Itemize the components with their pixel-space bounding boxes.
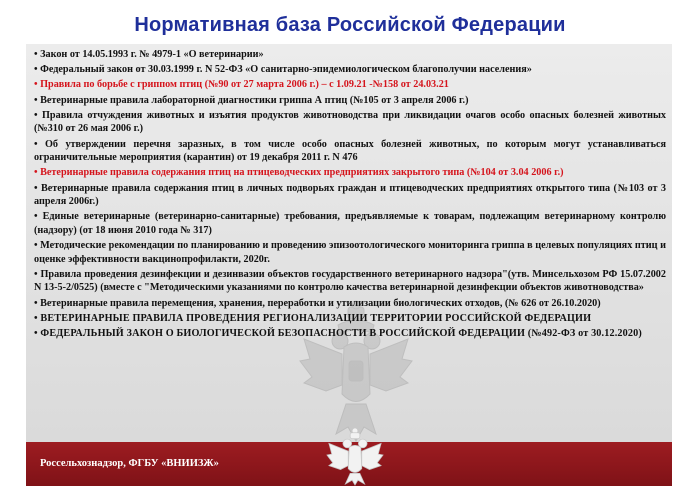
list-item: • Правила отчуждения животных и изъятия продуктов животноводства при ликвидации очагов особо опасных болезней животных (№310 от 26 мая 2006 г.): [34, 109, 666, 135]
footer-bar: [26, 442, 672, 486]
list-item-highlighted: • Правила по борьбе с гриппом птиц (№90 от 27 марта 2006 г.) – с 1.09.21 -№158 от 24.03.21: [34, 79, 449, 91]
footer-organization: Россельхознадзор, ФГБУ «ВНИИЗЖ»: [40, 458, 219, 469]
list-item: • Правила проведения дезинфекции и дезинвазии объектов государственного ветеринарного надзора"(утв. Минсельхозом РФ 15.07.2002 N 13-5-2/0525) (вместе с "Методическими указаниями по контролю качества ветеринарной дезинфекции объектов животноводства»: [34, 268, 666, 294]
list-item: • Ветеринарные правила перемещения, хранения, переработки и утилизации биологических отходов, (№ 626 от 26.10.2020): [34, 297, 601, 309]
eagle-emblem-icon: [326, 426, 384, 486]
page-title: Нормативная база Российской Федерации: [134, 14, 566, 36]
list-item: • ФЕДЕРАЛЬНЫЙ ЗАКОН О БИОЛОГИЧЕСКОЙ БЕЗОПАСНОСТИ В РОССИЙСКОЙ ФЕДЕРАЦИИ (№492-ФЗ от 30.12.2020): [34, 328, 642, 339]
list-item: • Об утверждении перечня заразных, в том числе особо опасных болезней животных, по которым могут устанавливаться ограничительные мероприятия (карантин) от 19 декабря 2011 г. N 476: [34, 138, 666, 164]
list-item: • Методические рекомендации по планированию и проведению эпизоотологического мониторинга гриппа в целевых популяциях птиц и оценке эффективности вакцинопрофилакти, 2020г.: [34, 240, 666, 265]
content-panel: [26, 44, 672, 442]
list-item: • ВЕТЕРИНАРНЫЕ ПРАВИЛА ПРОВЕДЕНИЯ РЕГИОНАЛИЗАЦИИ ТЕРРИТОРИИ РОССИЙСКОЙ ФЕДЕРАЦИИ: [34, 312, 592, 324]
list-item: • Закон от 14.05.1993 г. № 4979-1 «О ветеринарии»: [34, 49, 264, 60]
list-item: • Федеральный закон от 30.03.1999 г. N 52-ФЗ «О санитарно-эпидемиологическом благополучии населения»: [34, 64, 532, 76]
list-item: • Единые ветеринарные (ветеринарно-санитарные) требования, предъявляемые к товарам, подлежащим ветеринарному контролю (надзору) (от 18 июня 2010 года № 317): [34, 211, 666, 236]
list-item: • Ветеринарные правила лабораторной диагностики гриппа А птиц (№105 от 3 апреля 2006 г.): [34, 94, 469, 106]
list-item-highlighted: • Ветеринарные правила содержания птиц на птицеводческих предприятиях закрытого типа (№104 от 3.04 2006 г.): [34, 167, 564, 179]
document-list: [34, 48, 666, 342]
list-item: • Ветеринарные правила содержания птиц в личных подворьях граждан и птицеводческих предприятиях открытого типа (№103 от 3 апреля 2006г.): [34, 182, 666, 208]
